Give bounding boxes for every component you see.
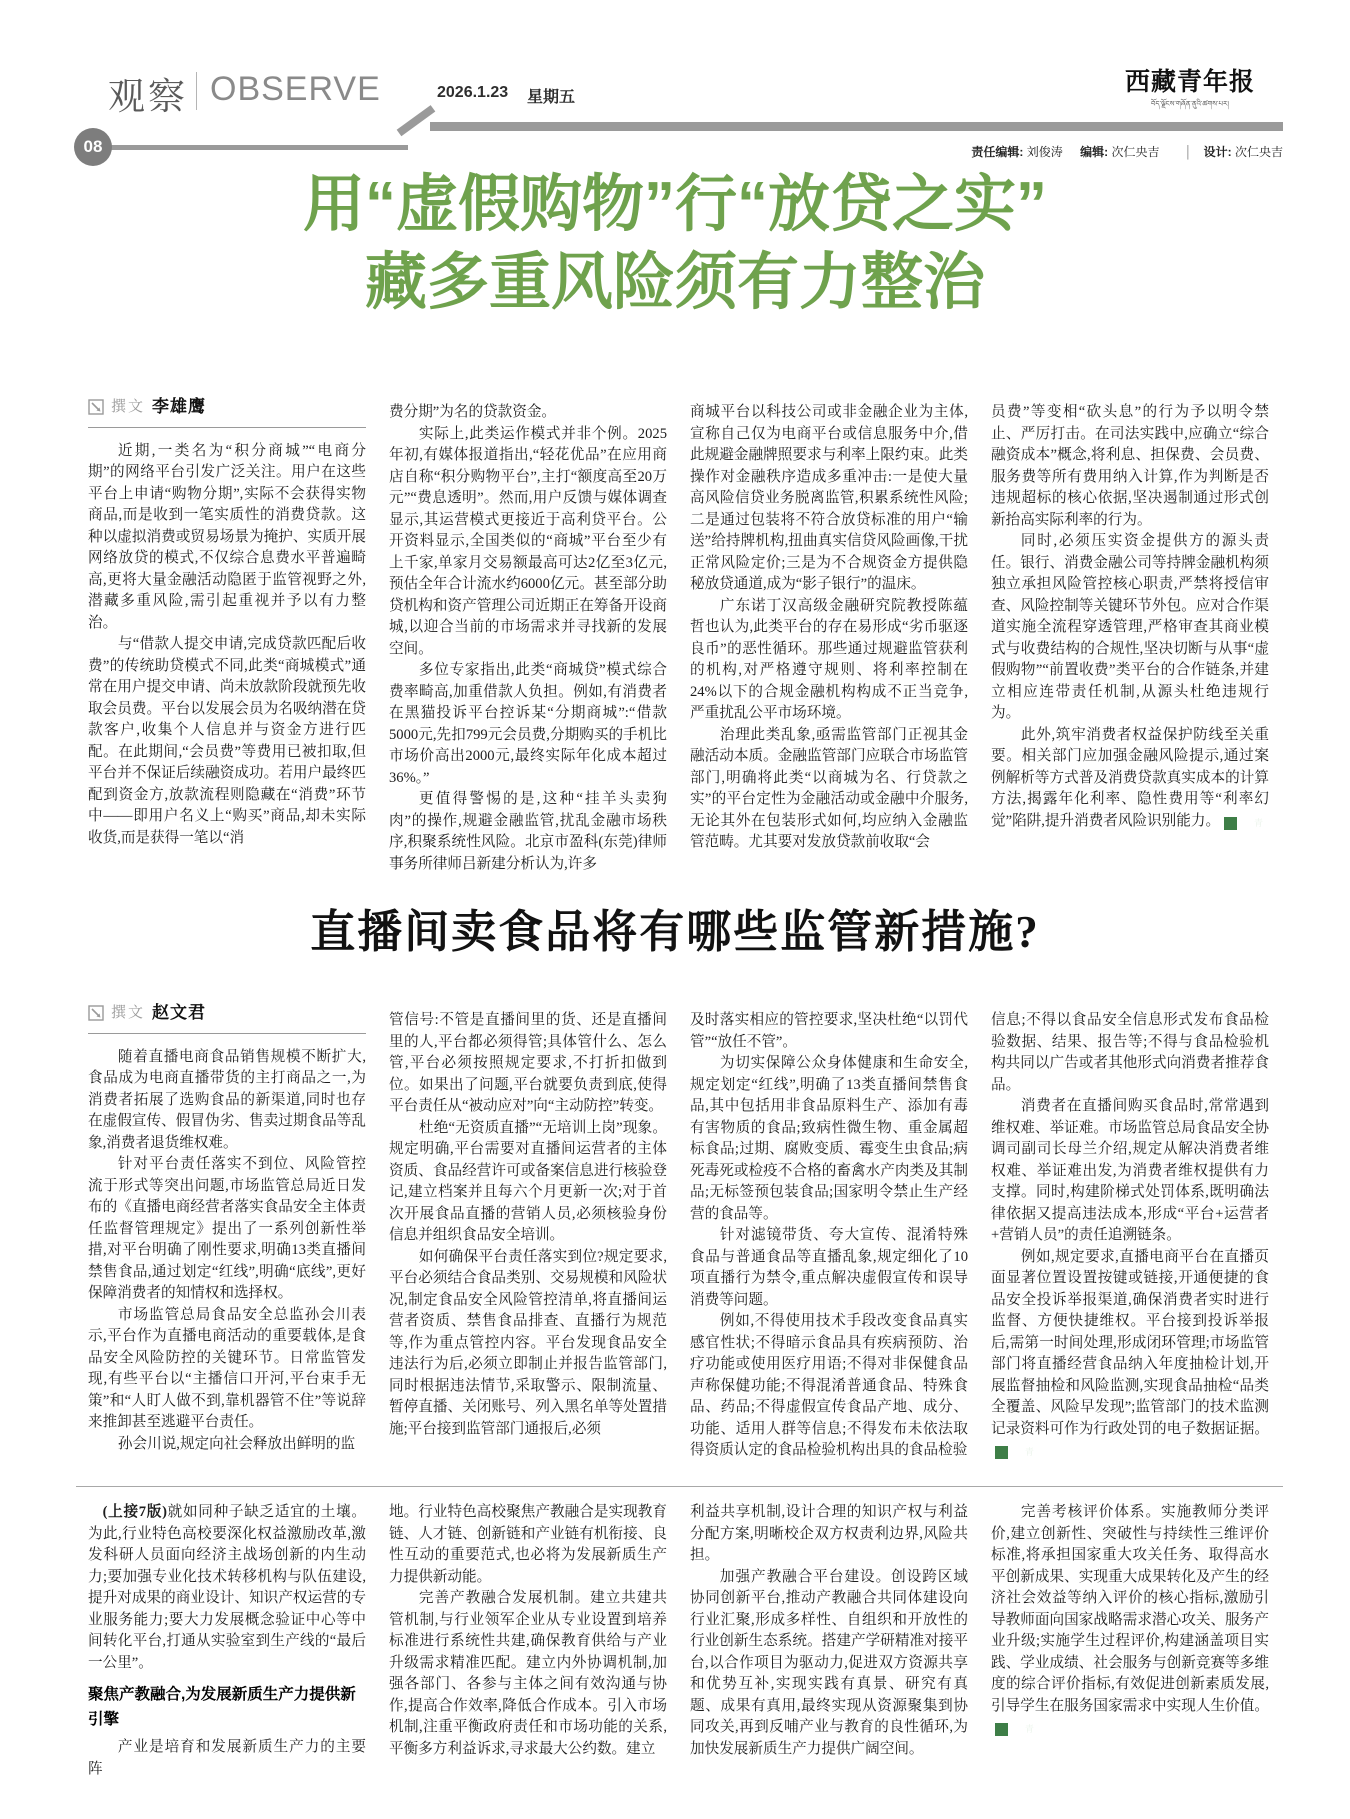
article2-column-4: [991, 1002, 1269, 1488]
section-title-cn: 观察: [108, 76, 188, 117]
article1-headline-line1: 用“虚假购物”行“放贷之实”: [302, 170, 1047, 239]
article1-headline: [0, 166, 1350, 322]
paragraph: 管信号:不管是直播间里的货、还是直播间里的人,平台都必须得管;具体管什么、怎么管,平台必须按照规定要求,不打折扣做到位。如果出了问题,平台就要负责到底,使得平台责任从“被动应对”向“主动防控”转变。: [389, 1012, 667, 1114]
credit-name: 刘俊涛: [1026, 145, 1063, 159]
paragraph: 及时落实相应的管控要求,坚决杜绝“以罚代管”“放任不管”。: [690, 1012, 968, 1050]
credit-label: 编辑:: [1080, 145, 1109, 159]
article2-byline: [88, 1002, 366, 1034]
continuation-column-2: [389, 1502, 667, 1814]
paragraph: 员费”等变相“砍头息”的行为予以明令禁止、严厉打击。在司法实践中,应确立“综合融资成本”概念,将利息、担保费、会员费、服务费等所有费用纳入计算,作为判断是否违规超标的核心依据,坚决遏制通过形式创新抬高实际利率的行为。: [991, 404, 1269, 528]
sub-headline: 聚焦产教融合,为发展新质生产力提供新引擎: [88, 1686, 356, 1728]
header-rule-slant: [397, 105, 436, 136]
paragraph: 治理此类乱象,亟需监管部门正视其金融活动本质。金融监管部门应联合市场监管部门,明确将此类“以商城为名、行贷款之实”的平台定性为金融活动或金融中介服务,无论其外在包装形式如何,均应纳入金融监管范畴。尤其要对发放贷款前收取“会: [690, 726, 968, 850]
continuation-column-1: [88, 1502, 366, 1814]
paragraph: 完善产教融合发展机制。建立共建共管机制,与行业领军企业从专业设置到培养标准进行系统性共建,确保教育供给与产业升级需求精准匹配。建立内外协调机制,加强各部门、各参与主体之间有效沟通与协作,提高合作效率,降低合作成本。引入市场机制,注重平衡政府责任和市场功能的关系,平衡多方利益诉求,寻求最大公约数。建立: [389, 1590, 667, 1757]
issue-weekday: 星期五: [527, 89, 576, 106]
paragraph: 实际上,此类运作模式并非个例。2025年初,有媒体报道指出,“轻花优品”在应用商店自称“积分购物平台”,主打“额度高至20万元”“费息透明”。然而,用户反馈与媒体调查显示,其运营模式更接近于高利贷平台。公开资料显示,全国类似的“商城”平台至少有上千家,单家月交易额最高可达2亿至3亿元,预估全年合计流水约6000亿元。甚至部分助贷机构和资产管理公司近期正在筹备开设商城,以迎合当前的市场需求并寻找新的发展空间。: [389, 425, 667, 657]
paragraph: 信息;不得以食品安全信息形式发布食品检验数据、结果、报告等;不得与食品检验机构共同以广告或者其他形式向消费者推荐食品。: [991, 1012, 1269, 1093]
header-rule-thick: [430, 122, 1283, 131]
paper-name-tibetan: བོད་ལྗོངས་གཞོན་ནུའི་ཚགས་པར།: [1151, 100, 1229, 108]
paragraph: 针对滤镜带货、夸大宣传、混淆特殊食品与普通食品等直播乱象,规定细化了10项直播行为禁令,重点解决虚假宣传和误导消费等问题。: [690, 1227, 968, 1308]
paragraph: 产业是培育和发展新质生产力的主要阵: [88, 1739, 366, 1777]
paper-nameplate: [1125, 62, 1255, 109]
article1-headline-line2: 藏多重风险须有力整治: [364, 248, 985, 317]
paragraph: 广东诺丁汉高级金融研究院教授陈蕴哲也认为,此类平台的存在易形成“劣币驱逐良币”的恶性循环。那些通过规避监管获利的机构,对严格遵守规则、将利率控制在24%以下的合规金融机构构成不正当竞争,严重扰乱公平市场环境。: [690, 597, 968, 721]
credit-label: 设计:: [1203, 145, 1232, 159]
editorial-credits: [971, 143, 1283, 160]
pen-box-icon: [88, 1005, 104, 1021]
paragraph: 杜绝“无资质直播”“无培训上岗”现象。规定明确,平台需要对直播间运营者的主体资质、食品经营许可或备案信息进行核验登记,建立档案并且每六个月更新一次;对于首次开展食品直播的营销人员,必须核验身份信息并组织食品安全培训。: [389, 1119, 667, 1243]
credit-name: 次仁央吉: [1111, 145, 1160, 159]
paragraph: 如何确保平台责任落实到位?规定要求,平台必须结合食品类别、交易规模和风险状况,制定食品安全风险管控清单,将直播间运营者资质、禁售食品排查、直播行为规范等,作为重点管控内容。平台发现食品安全违法行为后,必须立即制止并报告监管部门,同时根据违法情节,采取警示、限制流量、暂停直播、关闭账号、列入黑名单等处置措施;平台接到监管部门通报后,必须: [389, 1248, 667, 1437]
article2-headline: 直播间卖食品将有哪些监管新措施?: [310, 907, 1040, 957]
article1-column1-text: [88, 441, 366, 850]
article2-column-1: [88, 1002, 366, 1480]
paragraph: 与“借款人提交申请,完成贷款匹配后收费”的传统助贷模式不同,此类“商城模式”通常在用户提交申请、尚未放款阶段就预先收取会员费。平台以发展会员为名吸纳潜在贷款客户,收集个人信息并与资金方进行匹配。在此期间,“会员费”等费用已被扣取,但平台并不保证后续融资成功。若用户最终匹配到资金方,放款流程则隐藏在“消费”环节中——即用户名义上“购买”商品,却未实际收货,而是获得一笔以“消: [88, 636, 366, 846]
paragraph: 费分期”为名的贷款资金。: [389, 404, 557, 420]
article2-author: 赵文君: [152, 1003, 207, 1022]
paragraph: 商城平台以科技公司或非金融企业为主体,宣称自己仅为电商平台或信息服务中介,借此规避金融牌照要求与利率上限约束。此类操作对金融秩序造成多重冲击:一是使大量高风险信贷业务脱离监管,积累系统性风险;二是通过包装将不符合放贷标准的用户“输送”给持牌机构,扭曲真实信贷风险画像,干扰正常风险定价;三是为不合规资金方提供隐秘放贷通道,成为“影子银行”的温床。: [690, 404, 968, 592]
article1-column-3: [690, 396, 968, 907]
article-end-mark-icon: 青: [995, 1446, 1008, 1459]
paragraph: 加强产教融合平台建设。创设跨区域协同创新平台,推动产教融合共同体建设向行业汇聚,形成多样性、自组织和开放性的行业创新生态系统。搭建产学研精准对接平台,以合作项目为驱动力,促进双方资源共享和优势互补,实现实践有真景、研究有真题、成果有真用,最终实现从资源聚集到协同攻关,再到反哺产业与教育的良性循环,为加快发展新质生产力提供广阔空间。: [690, 1568, 968, 1757]
article1-byline: [88, 396, 366, 428]
paragraph: 消费者在直播间购买食品时,常常遇到维权难、举证难。市场监管总局食品安全协调司副司长母兰介绍,规定从解决消费者维权难、举证难出发,为消费者维权提供有力支撑。同时,构建阶梯式处罚体系,既明确法律依据又提高违法成本,形成“平台+运营者+营销人员”的责任追溯链条。: [991, 1098, 1269, 1243]
paragraph: 随着直播电商食品销售规模不断扩大,食品成为电商直播带货的主打商品之一,为消费者拓展了选购食品的新渠道,同时也存在虚假宣传、假冒伪劣、售卖过期食品等乱象,消费者退货维权难。: [88, 1048, 366, 1151]
article2-column-2: [389, 1002, 667, 1488]
paragraph: 为切实保障公众身体健康和生命安全,规定划定“红线”,明确了13类直播间禁售食品,其中包括用非食品原料生产、添加有毒有害物质的食品;致病性微生物、重金属超标食品;过期、腐败变质、霉变生虫食品;病死毒死或检疫不合格的畜禽水产肉类及其制品;无标签预包装食品;国家明令禁止生产经营的食品等。: [690, 1055, 968, 1222]
continuation-column-4: [991, 1502, 1269, 1814]
paper-name: 西藏青年报: [1124, 69, 1255, 96]
masthead-divider: [196, 72, 197, 110]
paragraph: 近期,一类名为“积分商城”“电商分期”的网络平台引发广泛关注。用户在这些平台上申请“购物分期”,实际不会获得实物商品,而是收到一笔实质性的消费贷款。这种以虚拟消费或贸易场景为掩护、实质开展网络放贷的模式,不仅综合息费水平普遍畸高,更将大量金融活动隐匿于监管视野之外,潜藏多重风险,需引起重视并予以有力整治。: [88, 442, 366, 631]
article-end-mark-icon: 青: [995, 1723, 1008, 1736]
article2-column1-text: [88, 1047, 366, 1456]
credits-divider: │: [1184, 145, 1193, 159]
article2-column-3: [690, 1002, 968, 1488]
paragraph: 利益共享机制,设计合理的知识产权与利益分配方案,明晰校企双方权责利边界,风险共担。: [690, 1504, 968, 1563]
paragraph: 市场监管总局食品安全总监孙会川表示,平台作为直播电商活动的重要载体,是食品安全风险防控的关键环节。日常监管发现,有些平台以“主播信口开河,平台束手无策”和“人盯人做不到,靠机器管不住”等说辞来推卸甚至逃避平台责任。: [88, 1306, 366, 1430]
section-title-en: OBSERVE: [210, 70, 381, 108]
paragraph: 针对平台责任落实不到位、风险管控流于形式等突出问题,市场监管总局近日发布的《直播电商经营者落实食品安全主体责任监督管理规定》提出了一系列创新性举措,对平台明确了刚性要求,明确13类直播间禁售食品,通过划定“红线”,明确“底线”,更好保障消费者的知情权和选择权。: [88, 1156, 366, 1301]
article1-column-2: [389, 396, 667, 907]
paragraph: 例如,规定要求,直播电商平台在直播页面显著位置设置按键或链接,开通便捷的食品安全投诉举报渠道,确保消费者实时进行监督、方便快捷维权。平台接到投诉举报后,需第一时间处理,形成闭环管理;市场监管部门将直播经营食品纳入年度抽检计划,开展监督抽检和风险监测,实现食品抽检“品类全覆盖、风险早发现”;监管部门的技术监测记录资料可作为行政处罚的电子数据证据。青: [991, 1248, 1269, 1457]
byline-label: 撰文: [111, 398, 146, 415]
byline-label: 撰文: [111, 1004, 146, 1021]
paragraph: 同时,必须压实资金提供方的源头责任。银行、消费金融公司等持牌金融机构须独立承担风险管控核心职责,严禁将授信审查、风险控制等关键环节外包。应对合作渠道实施全流程穿透管理,严格审查其商业模式与收费结构的合规性,坚决切断与从事“虚假购物”“前置收费”类平台的合作链条,并建立相应连带责任机制,从源头杜绝违规行为。: [991, 533, 1269, 721]
paragraph: 地。行业特色高校聚焦产教融合是实现教育链、人才链、创新链和产业链有机衔接、良性互动的重要范式,也必将为发展新质生产力提供新动能。: [389, 1504, 667, 1585]
article1-author: 李雄鹰: [152, 397, 207, 416]
continuation-column-3: [690, 1502, 968, 1814]
continuation-lead-paragraph: (上接7版)就如同种子缺乏适宜的土壤。为此,行业特色高校要深化权益激励改革,激发科研人员面向经济主战场创新的内生动力;要加强专业化技术转移机构与队伍建设,提升对成果的商业设计、知识产权运营的专业服务能力;要大力发展概念验证中心等中间转化平台,打通从实验室到生产线的“最后一公里”。: [88, 1504, 366, 1671]
pen-box-icon: [88, 399, 104, 415]
paragraph: 多位专家指出,此类“商城贷”模式综合费率畸高,加重借款人负担。例如,有消费者在黑猫投诉平台控诉某“分期商城”:“借款5000元,先扣799元会员费,分期购买的手机比市场价高出2000元,最终实际年化成本超过36%。”: [389, 662, 667, 786]
article-end-mark-icon: 青: [1224, 817, 1237, 830]
continued-from-tag: (上接7版): [102, 1504, 167, 1520]
issue-date: 2026.1.23: [437, 84, 509, 101]
paragraph: 更值得警惕的是,这种“挂羊头卖狗肉”的操作,规避金融监管,扰乱金融市场秩序,积聚系统性风险。北京市盈科(东莞)律师事务所律师吕新建分析认为,许多: [389, 791, 667, 872]
paragraph: 完善考核评价体系。实施教师分类评价,建立创新性、突破性与持续性三维评价标准,将承担国家重大攻关任务、取得高水平创新成果、实现重大成果转化及产生的经济社会效益等纳入评价的核心指标,激励引导教师面向国家战略需求潜心攻关、服务产业升级;实施学生过程评价,构建涵盖项目实践、学业成绩、社会服务与创新竞赛等多维度的综合评价指标,有效促进创新素质发展,引导学生在服务国家需求中实现人生价值。青: [991, 1504, 1269, 1734]
article1-column-4: [991, 396, 1269, 907]
section-separator-rule: [76, 1486, 1283, 1487]
credit-name: 次仁央吉: [1234, 145, 1283, 159]
page-number-badge: 08: [74, 128, 112, 166]
paragraph: 孙会川说,规定向社会释放出鲜明的监: [117, 1435, 356, 1452]
header-rule-thin: [100, 145, 408, 150]
paragraph: 例如,不得使用技术手段改变食品真实感官性状;不得暗示食品具有疾病预防、治疗功能或使用医疗用语;不得对非保健食品声称保健功能;不得混淆普通食品、特殊食品、药品;不得虚假宣传食品产地、成分、功能、适用人群等信息;不得发布未依法取得资质认定的食品检验机构出具的食品检验: [690, 1313, 968, 1458]
credit-label: 责任编辑:: [971, 145, 1024, 159]
article1-column-1: [88, 396, 366, 901]
paragraph: 此外,筑牢消费者权益保护防线至关重要。相关部门应加强金融风险提示,通过案例解析等方式普及消费贷款真实成本的计算方法,揭露年化利率、隐性费用等“利率幻觉”陷阱,提升消费者风险识别能力。 青: [991, 726, 1269, 829]
